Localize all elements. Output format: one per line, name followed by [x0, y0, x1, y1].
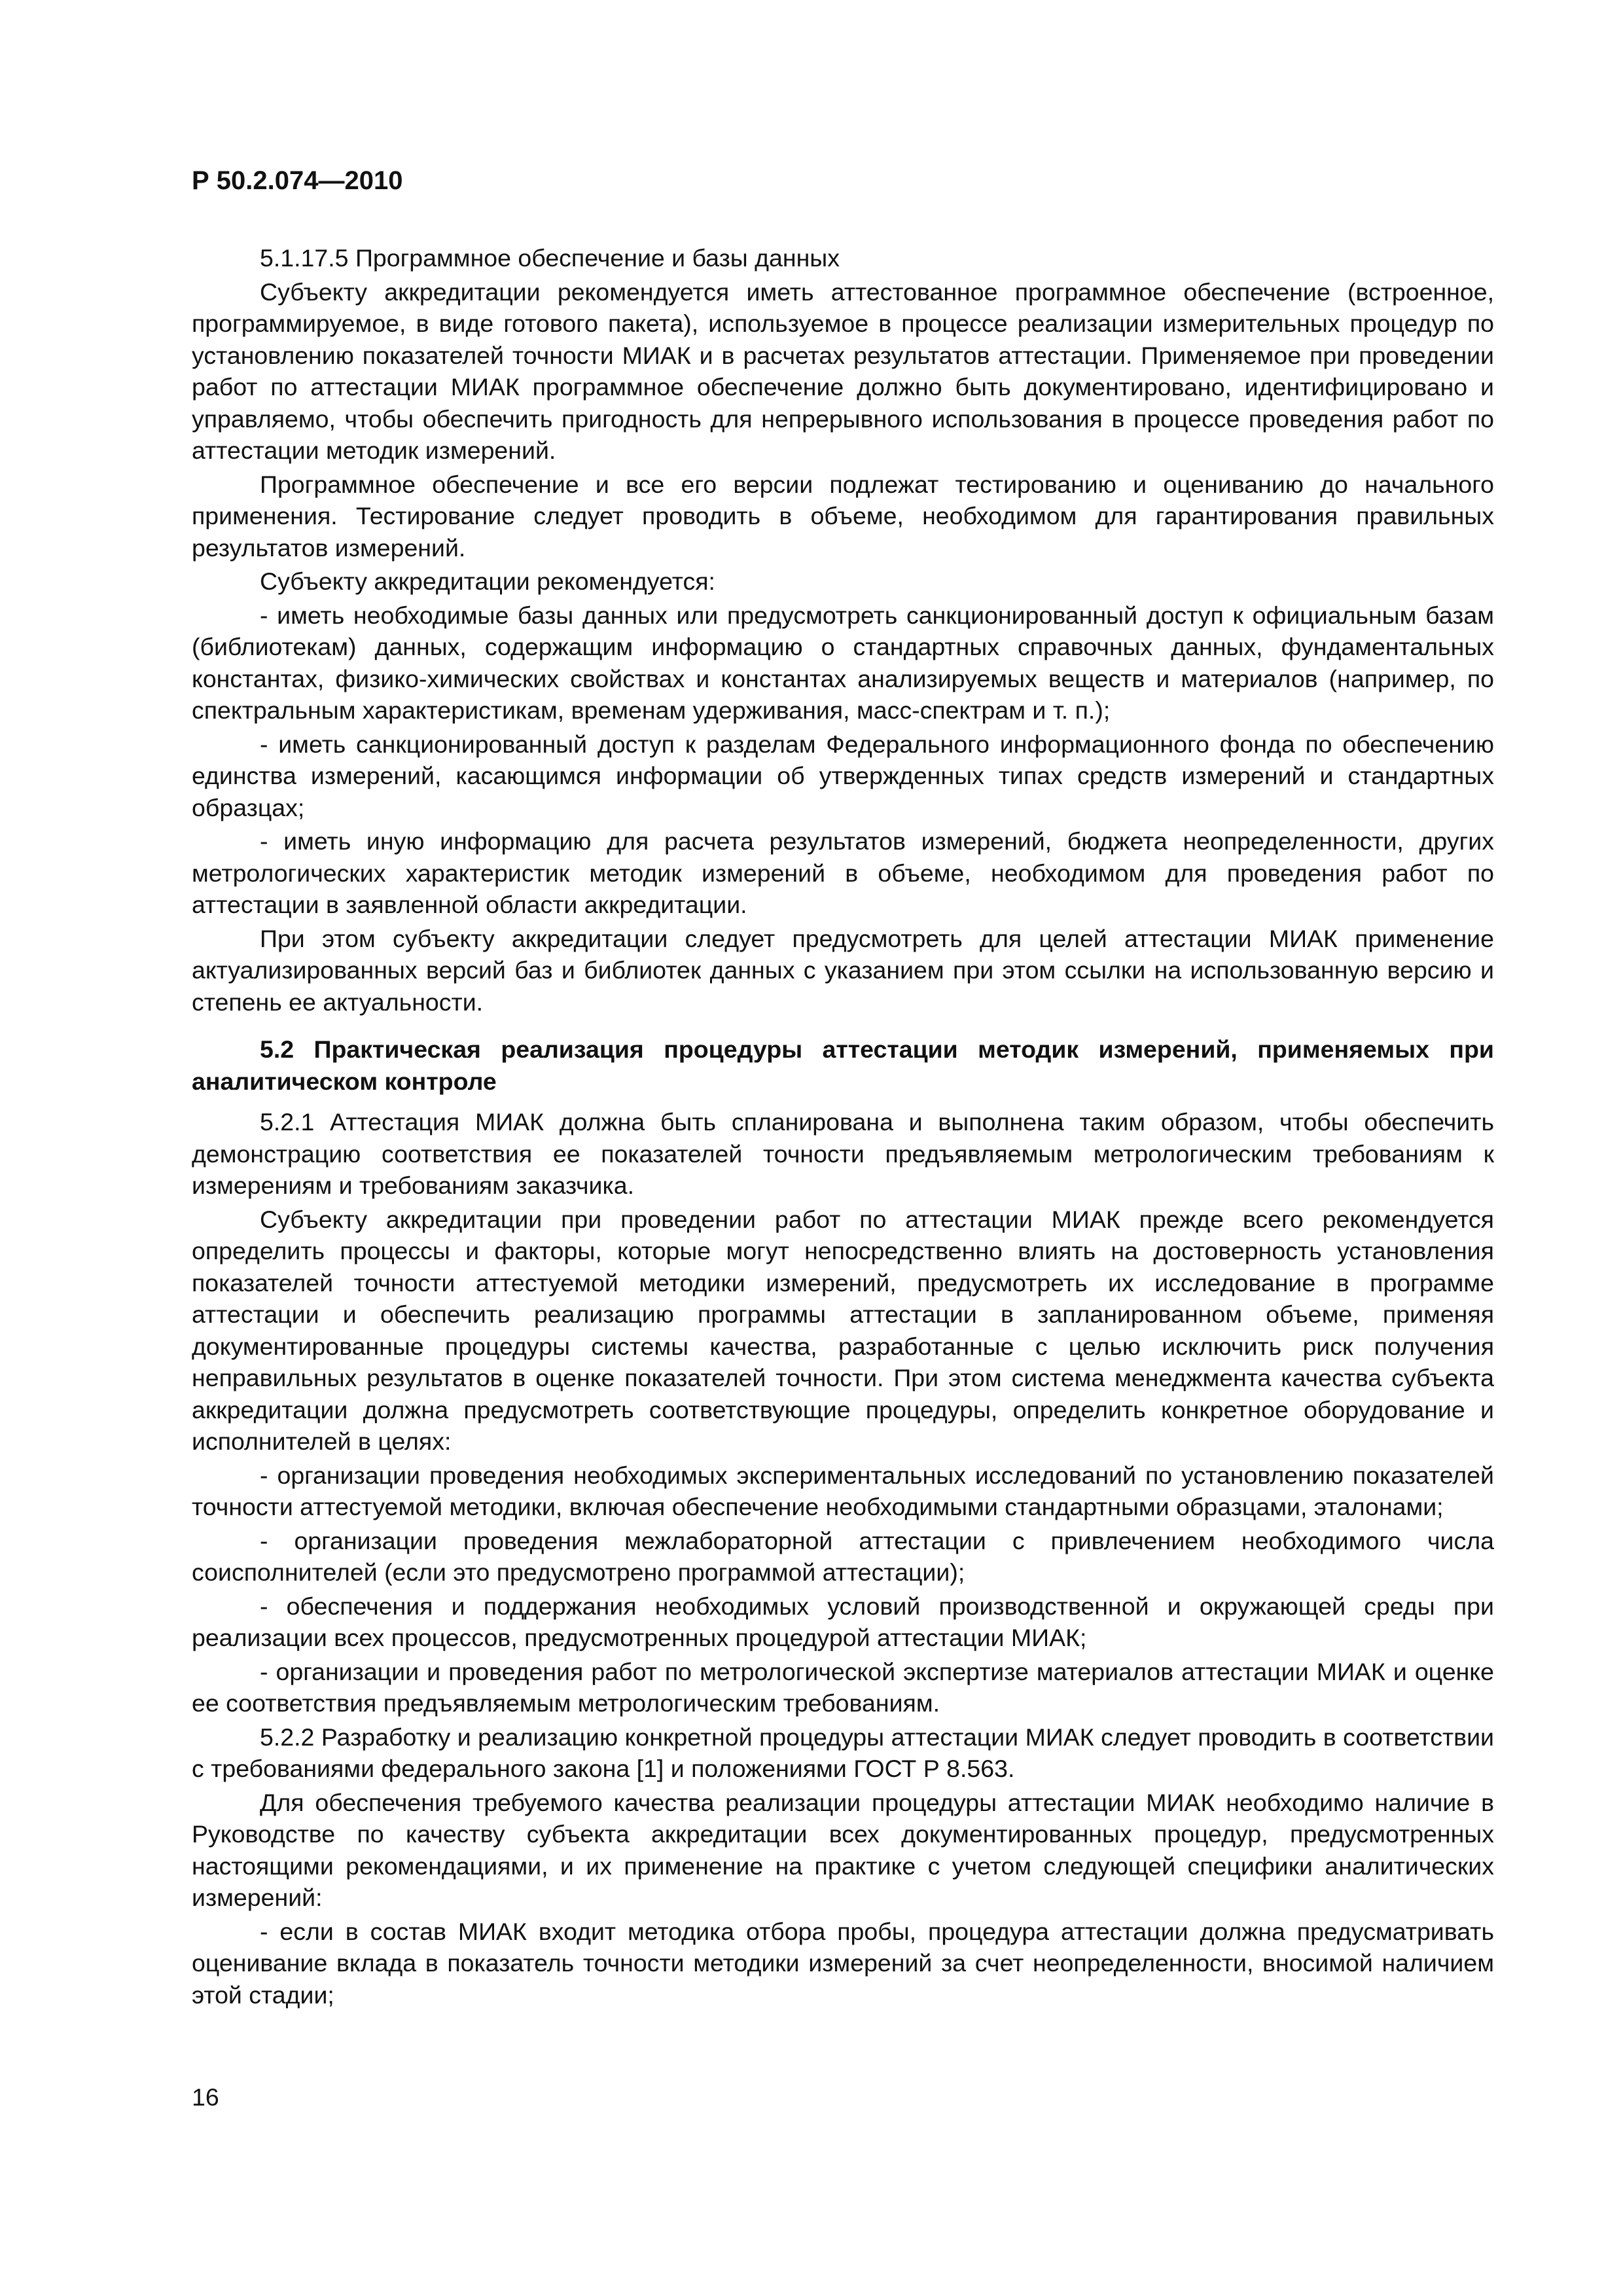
list-item: - иметь санкционированный доступ к разделам Федерального информационного фонда по обеспечению единства измерений, касающимся информации об утвержденных типах средств измерений и стандартных образцах; [192, 730, 1494, 821]
page-number: 16 [192, 2083, 219, 2111]
document-code: Р 50.2.074—2010 [192, 166, 403, 195]
list-item: - обеспечения и поддержания необходимых условий производственной и окружающей среды при реализации всех процессов, предусмотренных процедурой аттестации МИАК; [192, 1592, 1494, 1651]
list-item: - организации проведения необходимых экспериментальных исследований по установлению показателей точности аттестуемой методики, включая обеспечение необходимыми стандартными образцами, эталонами; [192, 1461, 1494, 1520]
paragraph: 5.2.2 Разработку и реализацию конкретной процедуры аттестации МИАК следует проводить в соответствии с требованиями федерального закона [1] и положениями ГОСТ Р 8.563. [192, 1723, 1494, 1782]
list-item: - организации и проведения работ по метрологической экспертизе материалов аттестации МИАК и оценке ее соответствия предъявляемым метрологическим требованиям. [192, 1657, 1494, 1717]
paragraph: При этом субъекту аккредитации следует предусмотреть для целей аттестации МИАК применение актуализированных версий баз и библиотек данных с указанием при этом ссылки на использованную версию и степень ее актуальности. [192, 924, 1494, 1016]
list-item: - иметь необходимые базы данных или предусмотреть санкционированный доступ к официальным базам (библиотекам) данных, содержащим информацию о стандартных справочных данных, фундаментальных константах, физико-химических свойствах и константах анализируемых веществ и материалов (например, по спектральным характеристикам, временам удерживания, масс-спектрам и т. п.); [192, 601, 1494, 724]
subsection-title-5-1-17-5: 5.1.17.5 Программное обеспечение и базы данных [260, 244, 840, 272]
document-body [192, 242, 1494, 2011]
section-heading-5-2: 5.2 Практическая реализация процедуры аттестации методик измерений, применяемых при аналитическом контроле [192, 1035, 1494, 1095]
paragraph: Для обеспечения требуемого качества реализации процедуры аттестации МИАК необходимо наличие в Руководстве по качеству субъекта аккредитации всех документированных процедур, предусмотренных настоящими рекомендациями, и их применение на практике с учетом следующей специфики аналитических измерений: [192, 1788, 1494, 1911]
paragraph: Программное обеспечение и все его версии подлежат тестированию и оцениванию до начального применения. Тестирование следует проводить в объеме, необходимом для гарантирования правильных результатов измерений. [192, 470, 1494, 562]
list-item: - иметь иную информацию для расчета результатов измерений, бюджета неопределенности, других метрологических характеристик методик измерений в объеме, необходимом для проведения работ по аттестации в заявленной области аккредитации. [192, 827, 1494, 918]
paragraph: Субъекту аккредитации рекомендуется: [260, 567, 715, 595]
paragraph: 5.2.1 Аттестация МИАК должна быть спланирована и выполнена таким образом, чтобы обеспечить демонстрацию соответствия ее показателей точности предъявляемым метрологическим требованиям к измерениям и требованиям заказчика. [192, 1108, 1494, 1199]
paragraph: Субъекту аккредитации рекомендуется иметь аттестованное программное обеспечение (встроенное, программируемое, в виде готового пакета), используемое в процессе реализации измерительных процедур по установлению показателей точности МИАК и в расчетах результатов аттестации. Применяемое при проведении работ по аттестации МИАК программное обеспечение должно быть документировано, идентифицировано и управляемо, чтобы обеспечить пригодность для непрерывного использования в процессе проведения работ по аттестации методик измерений. [192, 278, 1494, 464]
document-page [192, 144, 1494, 2013]
list-item: - организации проведения межлабораторной аттестации с привлечением необходимого числа соисполнителей (если это предусмотрено программой аттестации); [192, 1526, 1494, 1586]
list-item: - если в состав МИАК входит методика отбора пробы, процедура аттестации должна предусматривать оценивание вклада в показатель точности методики измерений за счет неопределенности, вносимой наличием этой стадии; [192, 1917, 1494, 2009]
paragraph: Субъекту аккредитации при проведении работ по аттестации МИАК прежде всего рекомендуется определить процессы и факторы, которые могут непосредственно влиять на достоверность установления показателей точности аттестуемой методики измерений, предусмотреть их исследование в программе аттестации и обеспечить реализацию программы аттестации в запланированном объеме, применяя документированные процедуры системы качества, разработанные с целью исключить риск получения неправильных результатов в оценке показателей точности. При этом система менеджмента качества субъекта аккредитации должна предусмотреть соответствующие процедуры, определить конкретное оборудование и исполнителей в целях: [192, 1205, 1494, 1455]
